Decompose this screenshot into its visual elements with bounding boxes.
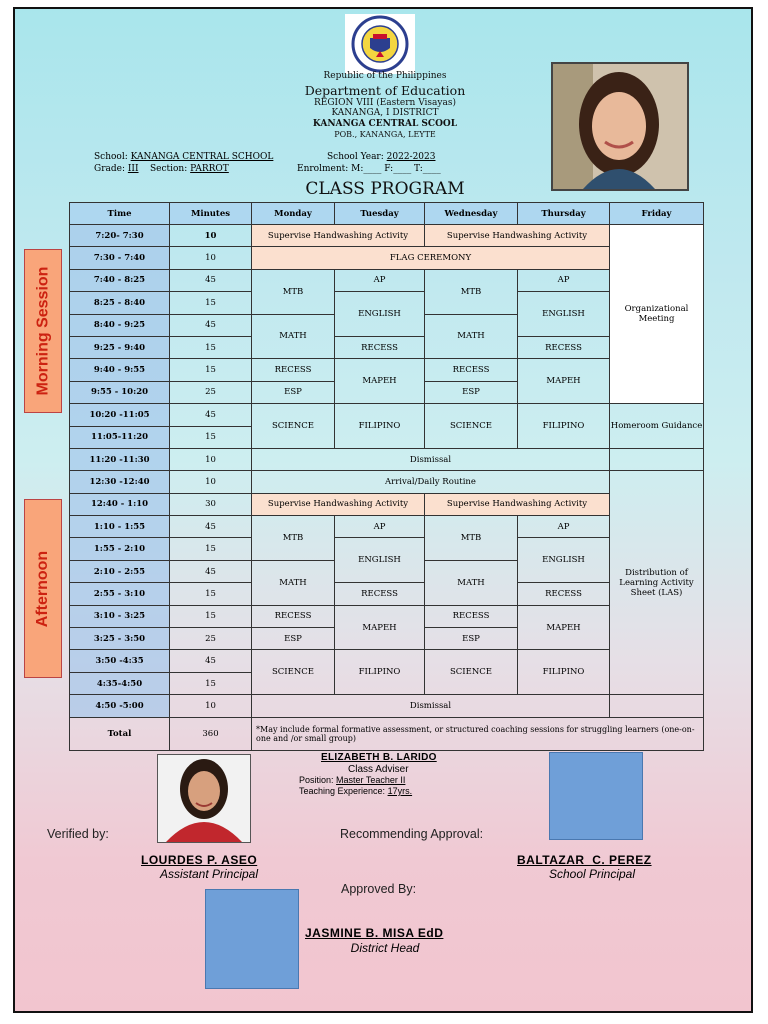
principal-photo-placeholder: [549, 752, 643, 840]
total-value: 360: [170, 717, 252, 750]
subject-cell: ENGLISH: [335, 538, 425, 583]
total-label: Total: [70, 717, 170, 750]
minutes-cell: 45: [170, 560, 252, 582]
assistant-principal-title: Assistant Principal: [159, 867, 259, 881]
minutes-cell: 45: [170, 269, 252, 291]
subject-cell: RECESS: [425, 359, 518, 381]
adviser-position: [299, 775, 405, 785]
subject-cell: SCIENCE: [425, 404, 518, 449]
table-row: [70, 336, 704, 358]
friday-las-distribution: Distribution of Learning Activity Sheet (LAS): [610, 471, 704, 695]
page-title: CLASS PROGRAM: [305, 179, 465, 199]
position-value: Master Teacher II: [336, 775, 406, 785]
subject-cell: MTB: [252, 516, 335, 561]
table-header-row: [70, 203, 704, 225]
supervise-cell: Supervise Handwashing Activity: [252, 225, 425, 247]
subject-cell: MAPEH: [335, 359, 425, 404]
minutes-cell: 15: [170, 538, 252, 560]
minutes-cell: 15: [170, 605, 252, 627]
subject-cell: ESP: [252, 628, 335, 650]
minutes-cell: 30: [170, 493, 252, 515]
section-value: PARROT: [190, 164, 229, 174]
recommending-approval-label: Recommending Approval:: [340, 827, 484, 841]
adviser-name: ELIZABETH B. LARIDO: [321, 752, 437, 763]
subject-cell: ESP: [252, 381, 335, 403]
subject-cell: MTB: [425, 269, 518, 314]
time-cell: 9:25 - 9:40: [70, 336, 170, 358]
subject-cell: SCIENCE: [252, 650, 335, 695]
sy-label: School Year:: [327, 152, 384, 162]
header-thursday: Thursday: [518, 203, 610, 225]
table-row: [70, 225, 704, 247]
subject-cell: MTB: [252, 269, 335, 314]
republic-text: Republic of the Philippines: [323, 71, 447, 81]
table-row: [70, 650, 704, 672]
time-cell: 2:10 - 2:55: [70, 560, 170, 582]
subject-cell: MTB: [425, 516, 518, 561]
subject-cell: RECESS: [252, 359, 335, 381]
verified-by-label: Verified by:: [47, 827, 109, 841]
adviser-experience: [299, 786, 412, 796]
approved-by-label: Approved By:: [341, 882, 417, 896]
time-cell: 4:50 -5:00: [70, 695, 170, 717]
minutes-cell: 15: [170, 672, 252, 694]
adviser-photo: [157, 754, 251, 843]
minutes-cell: 15: [170, 583, 252, 605]
table-row: [70, 538, 704, 560]
table-row: [70, 448, 704, 470]
district-text: KANANGA, I DISTRICT: [331, 108, 439, 118]
minutes-cell: 45: [170, 516, 252, 538]
time-cell: 7:20- 7:30: [70, 225, 170, 247]
class-program-document: [13, 7, 753, 1013]
adviser-role: Class Adviser: [348, 764, 409, 775]
minutes-cell: 45: [170, 314, 252, 336]
total-row: [70, 717, 704, 750]
subject-cell: RECESS: [335, 583, 425, 605]
dismissal-cell: Dismissal: [252, 695, 610, 717]
grade-label: Grade:: [94, 164, 125, 174]
supervise-cell: Supervise Handwashing Activity: [425, 493, 610, 515]
time-cell: 11:20 -11:30: [70, 448, 170, 470]
time-cell: 9:55 - 10:20: [70, 381, 170, 403]
minutes-cell: 10: [170, 225, 252, 247]
time-cell: 7:30 - 7:40: [70, 247, 170, 269]
time-cell: 1:55 - 2:10: [70, 538, 170, 560]
time-cell: 3:50 -4:35: [70, 650, 170, 672]
time-cell: 4:35-4:50: [70, 672, 170, 694]
empty-cell: [610, 448, 704, 470]
subject-cell: RECESS: [425, 605, 518, 627]
subject-cell: RECESS: [252, 605, 335, 627]
subject-cell: MAPEH: [335, 605, 425, 650]
time-cell: 3:25 - 3:50: [70, 628, 170, 650]
table-row: [70, 493, 704, 515]
school-name-text: KANANGA CENTRAL SCOOL: [312, 119, 458, 129]
address-text: POB., KANANGA, LEYTE: [334, 130, 436, 139]
class-schedule-table: [69, 202, 704, 751]
subject-cell: FILIPINO: [335, 650, 425, 695]
subject-cell: ENGLISH: [518, 538, 610, 583]
subject-cell: RECESS: [518, 336, 610, 358]
enrolment-info: Enrolment: M:____ F:____ T:____: [297, 164, 441, 174]
table-row: [70, 583, 704, 605]
subject-cell: RECESS: [518, 583, 610, 605]
time-cell: 2:55 - 3:10: [70, 583, 170, 605]
time-cell: 7:40 - 8:25: [70, 269, 170, 291]
header-wednesday: Wednesday: [425, 203, 518, 225]
subject-cell: SCIENCE: [252, 404, 335, 449]
subject-cell: ENGLISH: [335, 292, 425, 337]
subject-cell: AP: [518, 516, 610, 538]
supervise-cell: Supervise Handwashing Activity: [252, 493, 425, 515]
subject-cell: MAPEH: [518, 359, 610, 404]
table-row: [70, 404, 704, 426]
supervise-cell: Supervise Handwashing Activity: [425, 225, 610, 247]
subject-cell: RECESS: [335, 336, 425, 358]
minutes-cell: 25: [170, 381, 252, 403]
time-cell: 12:40 - 1:10: [70, 493, 170, 515]
subject-cell: MATH: [252, 314, 335, 359]
subject-cell: ESP: [425, 628, 518, 650]
school-label: School:: [94, 152, 128, 162]
table-row: [70, 516, 704, 538]
time-cell: 8:40 - 9:25: [70, 314, 170, 336]
district-head-photo-placeholder: [205, 889, 299, 989]
time-cell: 1:10 - 1:55: [70, 516, 170, 538]
assistant-principal-name: LOURDES P. ASEO: [141, 853, 258, 867]
minutes-cell: 10: [170, 471, 252, 493]
school-info: [94, 152, 273, 162]
minutes-cell: 25: [170, 628, 252, 650]
minutes-cell: 10: [170, 448, 252, 470]
table-row: [70, 605, 704, 627]
afternoon-session-label: Afternoon: [24, 499, 62, 678]
header-tuesday: Tuesday: [335, 203, 425, 225]
minutes-cell: 45: [170, 650, 252, 672]
table-row: [70, 269, 704, 291]
minutes-cell: 15: [170, 426, 252, 448]
experience-label: Teaching Experience:: [299, 786, 386, 796]
school-year-info: [327, 152, 436, 162]
subject-cell: AP: [518, 269, 610, 291]
minutes-cell: 15: [170, 336, 252, 358]
sy-value: 2022-2023: [386, 152, 436, 162]
table-footnote: *May include formal formative assessment, or structured coaching sessions for struggling learners (one-on-one and /or small group): [252, 717, 704, 750]
school-value: KANANGA CENTRAL SCHOOL: [130, 152, 274, 162]
subject-cell: FILIPINO: [518, 650, 610, 695]
time-cell: 8:25 - 8:40: [70, 292, 170, 314]
table-row: [70, 359, 704, 381]
empty-cell: [610, 695, 704, 717]
time-cell: 11:05-11:20: [70, 426, 170, 448]
minutes-cell: 15: [170, 292, 252, 314]
deped-seal-logo: [345, 14, 415, 74]
subject-cell: MATH: [252, 560, 335, 605]
subject-cell: AP: [335, 516, 425, 538]
table-row: [70, 292, 704, 314]
section-label: Section:: [149, 164, 188, 174]
subject-cell: MATH: [425, 560, 518, 605]
header-time: Time: [70, 203, 170, 225]
time-cell: 10:20 -11:05: [70, 404, 170, 426]
subject-cell: FILIPINO: [335, 404, 425, 449]
friday-organizational-meeting: [610, 225, 704, 404]
table-row: [70, 471, 704, 493]
subject-cell: MATH: [425, 314, 518, 359]
subject-cell: SCIENCE: [425, 650, 518, 695]
table-row: [70, 695, 704, 717]
minutes-cell: 15: [170, 359, 252, 381]
position-label: Position:: [299, 775, 334, 785]
time-cell: 9:40 - 9:55: [70, 359, 170, 381]
friday-org-text: Organizational Meeting: [624, 304, 689, 325]
table-row: [70, 247, 704, 269]
subject-cell: ENGLISH: [518, 292, 610, 337]
header-friday: Friday: [610, 203, 704, 225]
dismissal-cell: Dismissal: [252, 448, 610, 470]
subject-cell: ESP: [425, 381, 518, 403]
header-minutes: Minutes: [170, 203, 252, 225]
minutes-cell: 10: [170, 247, 252, 269]
time-cell: 12:30 -12:40: [70, 471, 170, 493]
morning-session-label: Morning Session: [24, 249, 62, 413]
minutes-cell: 45: [170, 404, 252, 426]
header-monday: Monday: [252, 203, 335, 225]
time-cell: 3:10 - 3:25: [70, 605, 170, 627]
district-head-title: District Head: [350, 941, 420, 955]
flag-ceremony-cell: FLAG CEREMONY: [252, 247, 610, 269]
school-principal-name: BALTAZAR C. PEREZ: [517, 853, 652, 867]
subject-cell: MAPEH: [518, 605, 610, 650]
subject-cell: AP: [335, 269, 425, 291]
region-text: REGION VIII (Eastern Visayas): [314, 98, 456, 108]
minutes-cell: 10: [170, 695, 252, 717]
grade-value: III: [127, 164, 139, 174]
department-text: Department of Education: [304, 83, 466, 98]
grade-section-info: [94, 164, 229, 174]
school-principal-title: School Principal: [548, 867, 636, 881]
friday-homeroom-guidance: Homeroom Guidance: [610, 404, 704, 449]
arrival-cell: Arrival/Daily Routine: [252, 471, 610, 493]
subject-cell: FILIPINO: [518, 404, 610, 449]
district-head-name: JASMINE B. MISA EdD: [305, 926, 444, 940]
experience-value: 17yrs.: [387, 786, 413, 796]
